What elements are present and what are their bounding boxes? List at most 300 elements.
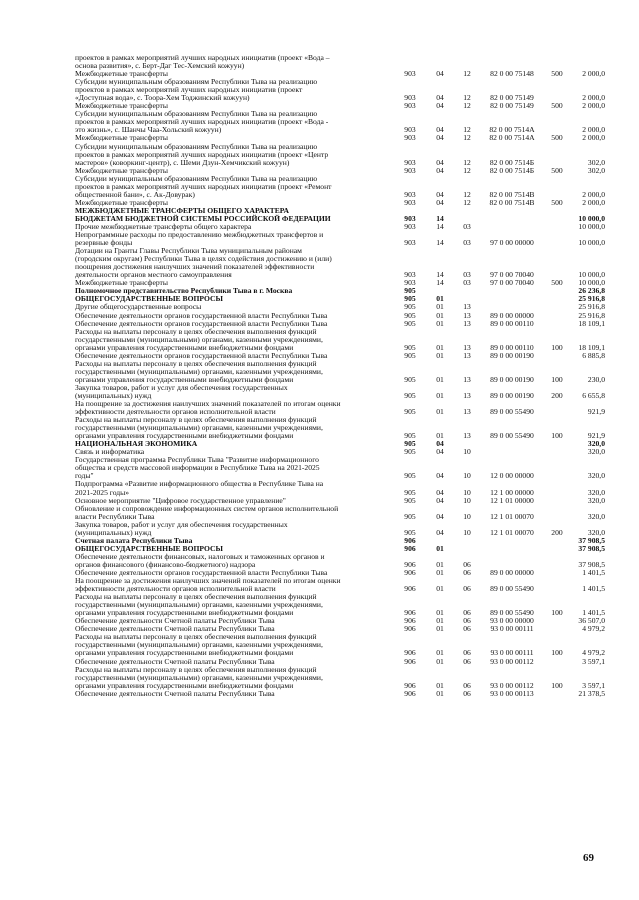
row-section: 01	[436, 295, 444, 304]
row-name: Основное мероприятие "Цифровое государственное управление"	[75, 496, 286, 505]
row-grbs: 905	[404, 319, 416, 328]
row-section	[427, 54, 453, 70]
row-amount: 320,0	[587, 471, 605, 481]
row-target-article: 82 0 00 7514В	[489, 189, 535, 199]
row-subsection	[453, 537, 481, 545]
row-subsection	[453, 207, 481, 223]
row-expense-type	[543, 303, 571, 311]
row-amount: 3 597,1	[582, 657, 605, 666]
row-name: Межбюджетные трансферты	[75, 198, 168, 207]
row-target-article: 89 0 00 55490	[490, 431, 534, 441]
row-expense-type	[543, 537, 571, 545]
row-name: Расходы на выплаты персоналу в целях обеспечения выполнения функций государственными (муниципальными) органами, казенными учреждениями, органами управления государственными внебюджетными фондами	[75, 665, 323, 690]
table-row	[75, 617, 605, 625]
row-name: Обеспечение деятельности органов государственной власти Республики Тыва	[75, 319, 328, 328]
row-target-article: 89 0 00 55490	[490, 608, 534, 618]
row-target-article: 82 0 00 7514В	[489, 198, 535, 207]
row-name: Расходы на выплаты персоналу в целях обеспечения выполнения функций государственными (муниципальными) органами, казенными учреждениями, органами управления государственными внебюджетными фондами	[75, 633, 323, 658]
row-name: Обеспечение деятельности органов государственной власти Республики Тыва	[75, 351, 328, 360]
row-expense-type	[543, 658, 571, 666]
table-row	[75, 456, 605, 480]
row-name: Расходы на выплаты персоналу в целях обеспечения выполнения функций государственными (муниципальными) органами, казенными учреждениями, органами управления государственными внебюджетными фондами	[75, 327, 323, 352]
row-expense-type	[543, 320, 571, 328]
row-name: На поощрение за достижения наилучших значений показателей по итогам оценки эффективности деятельности органов исполнительной власти	[75, 400, 341, 417]
row-expense-type	[543, 456, 571, 480]
row-expense-type	[543, 312, 571, 320]
row-grbs	[393, 54, 427, 70]
row-amount: 1 401,5	[582, 569, 605, 577]
row-subsection: 10	[463, 511, 471, 521]
row-name: Межбюджетные трансферты	[75, 102, 168, 111]
row-name: Обновление и сопровождение информационных систем органов исполнительной власти Республики Тыва	[75, 504, 339, 521]
row-amount: 320,0	[587, 496, 605, 505]
row-target-article: 12 1 00 00000	[490, 487, 534, 497]
row-grbs: 906	[404, 536, 416, 545]
row-expense-type	[543, 78, 571, 102]
table-row	[75, 207, 605, 223]
row-amount: 6 885,8	[582, 351, 605, 360]
row-amount: 37 908,5	[578, 544, 605, 553]
row-section: 01	[436, 559, 444, 569]
row-name: МЕЖБЮДЖЕТНЫЕ ТРАНСФЕРТЫ ОБЩЕГО ХАРАКТЕРА БЮДЖЕТАМ БЮДЖЕТНОЙ СИСТЕМЫ РОССИЙСКОЙ ФЕДЕРАЦИИ	[75, 206, 331, 223]
row-name: Обеспечение деятельности Счетной палаты Республики Тыва	[75, 689, 275, 698]
row-subsection	[453, 287, 481, 295]
row-subsection: 13	[463, 311, 471, 320]
row-amount: 25 916,8	[578, 303, 605, 312]
row-expense-type	[543, 625, 571, 633]
row-subsection: 12	[463, 102, 471, 111]
row-amount: 2 000,0	[582, 134, 605, 143]
row-name: Полномочное представительство Республики Тыва в г. Москва	[75, 287, 293, 296]
row-target-article	[481, 223, 543, 231]
table-row	[75, 440, 605, 448]
row-target-article	[481, 553, 543, 569]
row-subsection	[453, 54, 481, 70]
row-target-article: 89 0 00 00110	[490, 342, 534, 352]
row-target-article: 12 1 01 00070	[490, 527, 534, 537]
row-name: Межбюджетные трансферты	[75, 279, 168, 288]
row-expense-type	[543, 545, 571, 553]
row-section: 04	[436, 125, 444, 135]
row-amount: 4 979,2	[582, 648, 605, 658]
row-grbs: 905	[404, 487, 416, 497]
row-target-article: 89 0 00 00110	[490, 319, 534, 328]
row-target-article	[481, 448, 543, 456]
table-row	[75, 480, 605, 496]
row-target-article: 82 0 00 7514Б	[489, 157, 535, 167]
row-target-article: 97 0 00 70040	[490, 279, 534, 288]
row-amount: 18 109,1	[578, 342, 605, 352]
row-subsection: 13	[463, 431, 471, 441]
row-grbs: 905	[404, 303, 416, 312]
row-section: 01	[436, 351, 444, 360]
row-target-article	[481, 287, 543, 295]
row-amount: 320,0	[587, 440, 605, 449]
row-grbs: 905	[404, 431, 416, 441]
row-section: 01	[436, 390, 444, 400]
row-subsection	[453, 295, 481, 303]
row-grbs: 903	[404, 270, 416, 280]
row-grbs: 903	[404, 189, 416, 199]
row-section: 04	[436, 189, 444, 199]
row-expense-type: 500	[551, 134, 563, 143]
row-subsection: 06	[463, 657, 471, 666]
row-amount: 2 000,0	[582, 70, 605, 79]
row-expense-type	[543, 247, 571, 279]
table-row	[75, 577, 605, 593]
row-name: Обеспечение деятельности органов государственной власти Республики Тыва	[75, 311, 328, 320]
row-grbs: 905	[404, 295, 416, 304]
row-grbs: 903	[404, 279, 416, 288]
row-amount: 1 401,5	[582, 584, 605, 594]
row-amount: 10 000,0	[578, 279, 605, 288]
row-expense-type: 100	[551, 608, 563, 618]
row-expense-type	[543, 480, 571, 496]
row-subsection: 12	[463, 125, 471, 135]
row-subsection: 12	[463, 157, 471, 167]
row-expense-type	[543, 110, 571, 134]
table-row	[75, 400, 605, 416]
row-amount: 3 597,1	[582, 680, 605, 690]
table-row	[75, 303, 605, 311]
row-amount: 10 000,0	[578, 222, 605, 231]
row-expense-type	[543, 54, 571, 70]
row-grbs: 905	[404, 390, 416, 400]
table-row	[75, 569, 605, 577]
row-name: Расходы на выплаты персоналу в целях обеспечения выполнения функций государственными (муниципальными) органами, казенными учреждениями, органами управления государственными внебюджетными фондами	[75, 416, 323, 441]
row-amount: 10 000,0	[578, 213, 605, 223]
table-row	[75, 247, 605, 279]
row-name: Субсидии муниципальным образованиям Республики Тыва на реализацию проектов в рамках мероприятий лучших народных инициатив (проект «Ремонт общественной бани», с. Ак-Довурак)	[75, 174, 332, 199]
row-grbs: 903	[404, 93, 416, 103]
row-grbs: 903	[404, 70, 416, 79]
row-name: Закупка товаров, работ и услуг для обеспечения государственных (муниципальных) нужд	[75, 520, 288, 537]
row-target-article: 12 1 01 00000	[490, 496, 534, 505]
row-grbs: 903	[404, 125, 416, 135]
row-subsection: 10	[463, 471, 471, 481]
table-row	[75, 328, 605, 352]
table-row	[75, 54, 605, 70]
table-row	[75, 521, 605, 537]
row-subsection: 10	[463, 448, 471, 457]
row-name: НАЦИОНАЛЬНАЯ ЭКОНОМИКА	[75, 440, 198, 449]
row-name: Расходы на выплаты персоналу в целях обеспечения выполнения функций государственными (муниципальными) органами, казенными учреждениями, органами управления государственными внебюджетными фондами	[75, 359, 323, 384]
row-name: Субсидии муниципальным образованиям Республики Тыва на реализацию проектов в рамках мероприятий лучших народных инициатив (проект «Центр мастеров» (коворкинг-центр), с. Шеми Дзун-Хемчикский кожуун)	[75, 142, 329, 167]
row-expense-type	[543, 617, 571, 625]
row-amount: 921,9	[587, 431, 605, 441]
row-target-article: 93 0 00 00113	[490, 689, 534, 698]
table-row	[75, 134, 605, 142]
row-name: Межбюджетные трансферты	[75, 134, 168, 143]
row-amount: 2 000,0	[582, 189, 605, 199]
row-expense-type: 200	[551, 390, 563, 400]
row-subsection: 06	[463, 569, 471, 577]
row-grbs: 906	[404, 617, 416, 626]
row-expense-type	[543, 207, 571, 223]
row-name: Обеспечение деятельности Счетной палаты Республики Тыва	[75, 625, 275, 634]
row-expense-type: 100	[551, 431, 563, 441]
row-expense-type: 500	[551, 102, 563, 111]
row-name: Межбюджетные трансферты	[75, 166, 168, 175]
row-name: Счетная палата Республики Тыва	[75, 536, 193, 545]
row-grbs: 903	[404, 198, 416, 207]
row-target-article	[481, 440, 543, 448]
row-expense-type	[543, 400, 571, 416]
row-target-article: 82 0 00 7514А	[489, 125, 535, 135]
row-section: 01	[436, 431, 444, 441]
row-subsection	[453, 440, 481, 448]
row-name: Подпрограмма «Развитие информационного общества в Республике Тыва на 2021-2025 годы»	[75, 480, 324, 497]
row-expense-type	[543, 690, 571, 698]
row-expense-type: 500	[551, 166, 563, 175]
row-name: Государственная программа Республики Тыва "Развитие информационного общества и средств массовой информации в Республике Тыва на 2021-2025 годы"	[75, 456, 320, 481]
row-subsection: 13	[463, 407, 471, 417]
row-subsection: 06	[463, 680, 471, 690]
row-name: Субсидии муниципальным образованиям Республики Тыва на реализацию проектов в рамках мероприятий лучших народных инициатив (проект «Вода - это жизнь», с. Шанчы Чаа-Хольский кожуун)	[75, 110, 329, 135]
row-target-article	[481, 303, 543, 311]
row-target-article: 82 0 00 75149	[490, 102, 534, 111]
row-section: 01	[436, 569, 444, 577]
row-name: Дотации на Гранты Главы Республики Тыва муниципальным районам (городским округам) Республики Тыва в целях содействия достижению и (или) поощрения достижения наилучших значений показателей эффективности деятельности органов местного самоуправления	[75, 247, 332, 280]
row-expense-type: 100	[551, 680, 563, 690]
row-amount: 18 109,1	[578, 319, 605, 328]
row-subsection: 06	[463, 617, 471, 626]
row-section: 04	[436, 471, 444, 481]
row-section: 04	[436, 157, 444, 167]
table-row	[75, 384, 605, 400]
row-target-article	[481, 295, 543, 303]
row-subsection	[453, 545, 481, 553]
row-target-article	[481, 54, 543, 70]
row-target-article: 93 0 00 00111	[490, 648, 534, 658]
row-subsection: 06	[463, 559, 471, 569]
table-row	[75, 312, 605, 320]
row-section: 04	[436, 496, 444, 505]
row-expense-type: 100	[551, 342, 563, 352]
row-amount: 302,0	[587, 166, 605, 175]
row-amount: 37 908,5	[578, 559, 605, 569]
row-section: 01	[436, 680, 444, 690]
table-row	[75, 70, 605, 78]
row-name: Прочие межбюджетные трансферты общего характера	[75, 222, 252, 231]
row-section: 01	[436, 374, 444, 384]
row-target-article: 97 0 00 00000	[490, 238, 534, 248]
row-section: 14	[436, 213, 444, 223]
row-expense-type	[543, 577, 571, 593]
row-expense-type	[543, 448, 571, 456]
row-amount: 10 000,0	[578, 238, 605, 248]
row-section	[427, 537, 453, 545]
row-section: 14	[436, 238, 444, 248]
row-amount: 921,9	[587, 407, 605, 417]
row-subsection: 03	[463, 238, 471, 248]
row-expense-type	[543, 440, 571, 448]
row-expense-type	[543, 287, 571, 295]
row-target-article: 89 0 00 00190	[490, 351, 534, 360]
table-row	[75, 175, 605, 199]
row-expense-type: 200	[551, 527, 563, 537]
row-grbs: 905	[404, 287, 416, 296]
row-amount: 36 507,0	[578, 617, 605, 626]
row-target-article: 93 0 00 00112	[490, 680, 534, 690]
row-expense-type	[543, 223, 571, 231]
row-section: 04	[436, 527, 444, 537]
table-row	[75, 143, 605, 167]
row-grbs: 905	[404, 448, 416, 457]
row-grbs: 905	[404, 511, 416, 521]
row-subsection: 06	[463, 648, 471, 658]
row-target-article: 97 0 00 70040	[490, 270, 534, 280]
row-amount: 6 655,8	[582, 390, 605, 400]
row-amount: 10 000,0	[578, 270, 605, 280]
row-section: 04	[436, 166, 444, 175]
row-grbs: 906	[404, 584, 416, 594]
row-grbs: 903	[404, 222, 416, 231]
row-grbs: 905	[404, 311, 416, 320]
row-subsection: 06	[463, 625, 471, 634]
row-section: 04	[436, 102, 444, 111]
row-grbs: 903	[404, 238, 416, 248]
row-name: Связь и информатика	[75, 448, 145, 457]
row-name: Обеспечение деятельности Счетной палаты Республики Тыва	[75, 617, 275, 626]
row-subsection: 13	[463, 319, 471, 328]
row-amount: 26 236,8	[578, 287, 605, 296]
row-target-article: 93 0 00 00112	[490, 657, 534, 666]
row-target-article: 12 0 00 00000	[490, 471, 534, 481]
row-subsection: 12	[463, 166, 471, 175]
row-section: 01	[436, 625, 444, 634]
row-section: 01	[436, 617, 444, 626]
row-section: 01	[436, 608, 444, 618]
row-name: Обеспечение деятельности органов государственной власти Республики Тыва	[75, 569, 328, 577]
row-section: 01	[436, 657, 444, 666]
row-target-article: 82 0 00 7514Б	[489, 166, 535, 175]
row-amount: 320,0	[587, 511, 605, 521]
row-amount: 320,0	[587, 527, 605, 537]
row-name: Обеспечение деятельности Счетной палаты Республики Тыва	[75, 657, 275, 666]
row-section: 01	[436, 407, 444, 417]
table-row	[75, 497, 605, 505]
row-grbs: 905	[404, 527, 416, 537]
row-expense-type: 500	[551, 198, 563, 207]
row-grbs: 903	[404, 166, 416, 175]
row-subsection: 13	[463, 390, 471, 400]
row-grbs: 906	[404, 625, 416, 634]
row-subsection: 13	[463, 374, 471, 384]
row-expense-type	[543, 569, 571, 577]
row-amount: 2 000,0	[582, 125, 605, 135]
table-row	[75, 279, 605, 287]
table-row	[75, 78, 605, 102]
row-grbs: 905	[404, 351, 416, 360]
table-row	[75, 658, 605, 666]
row-subsection: 06	[463, 584, 471, 594]
table-row	[75, 352, 605, 360]
row-expense-type	[543, 497, 571, 505]
row-amount: 230,0	[587, 374, 605, 384]
row-subsection: 06	[463, 608, 471, 618]
row-section: 01	[436, 544, 444, 553]
row-expense-type	[543, 505, 571, 521]
row-target-article: 82 0 00 75148	[490, 70, 534, 79]
row-target-article	[481, 545, 543, 553]
row-grbs: 903	[404, 134, 416, 143]
table-row	[75, 416, 605, 440]
row-grbs: 906	[404, 689, 416, 698]
row-name: ОБЩЕГОСУДАРСТВЕННЫЕ ВОПРОСЫ	[75, 544, 223, 553]
row-grbs: 906	[404, 648, 416, 658]
table-row	[75, 102, 605, 110]
row-subsection: 12	[463, 189, 471, 199]
row-expense-type	[543, 175, 571, 199]
row-target-article	[481, 207, 543, 223]
row-section: 14	[436, 222, 444, 231]
table-row	[75, 231, 605, 247]
row-grbs: 906	[404, 608, 416, 618]
table-row	[75, 537, 605, 545]
row-subsection: 12	[463, 70, 471, 79]
row-subsection: 03	[463, 222, 471, 231]
row-target-article: 82 0 00 7514А	[489, 134, 535, 143]
row-subsection: 10	[463, 496, 471, 505]
row-target-article: 93 0 00 00000	[490, 617, 534, 626]
row-subsection: 13	[463, 303, 471, 312]
row-amount: 320,0	[587, 487, 605, 497]
table-row	[75, 593, 605, 617]
row-grbs: 905	[404, 342, 416, 352]
row-amount: 25 916,8	[578, 295, 605, 304]
budget-table	[75, 54, 605, 698]
table-row	[75, 505, 605, 521]
row-subsection: 12	[463, 134, 471, 143]
row-grbs: 905	[404, 440, 416, 449]
row-amount: 4 979,2	[582, 625, 605, 634]
table-row	[75, 553, 605, 569]
row-section: 01	[436, 342, 444, 352]
row-target-article: 89 0 00 55490	[490, 584, 534, 594]
table-row	[75, 199, 605, 207]
row-subsection: 13	[463, 342, 471, 352]
row-section: 01	[436, 319, 444, 328]
row-grbs: 905	[404, 374, 416, 384]
row-subsection: 06	[463, 689, 471, 698]
row-grbs: 903	[404, 157, 416, 167]
row-subsection: 10	[463, 527, 471, 537]
row-section: 04	[436, 487, 444, 497]
row-section	[427, 287, 453, 295]
row-grbs: 906	[404, 544, 416, 553]
row-name: Расходы на выплаты персоналу в целях обеспечения выполнения функций государственными (муниципальными) органами, казенными учреждениями, органами управления государственными внебюджетными фондами	[75, 593, 323, 618]
row-section: 01	[436, 689, 444, 698]
row-section: 01	[436, 648, 444, 658]
row-amount: 2 000,0	[582, 93, 605, 103]
row-subsection: 12	[463, 198, 471, 207]
row-grbs: 906	[404, 680, 416, 690]
row-expense-type: 500	[551, 279, 563, 288]
row-subsection: 03	[463, 279, 471, 288]
row-grbs: 906	[404, 569, 416, 577]
row-name: Непрограммные расходы по предоставлению межбюджетных трансфертов и резервные фонды	[75, 231, 324, 248]
row-section: 04	[436, 93, 444, 103]
row-grbs: 903	[404, 213, 416, 223]
row-expense-type: 500	[551, 70, 563, 79]
table-row	[75, 633, 605, 657]
row-amount: 2 000,0	[582, 198, 605, 207]
row-subsection: 13	[463, 351, 471, 360]
page-number: 69	[583, 852, 594, 864]
row-amount: 2 000,0	[582, 102, 605, 111]
row-grbs: 905	[404, 471, 416, 481]
